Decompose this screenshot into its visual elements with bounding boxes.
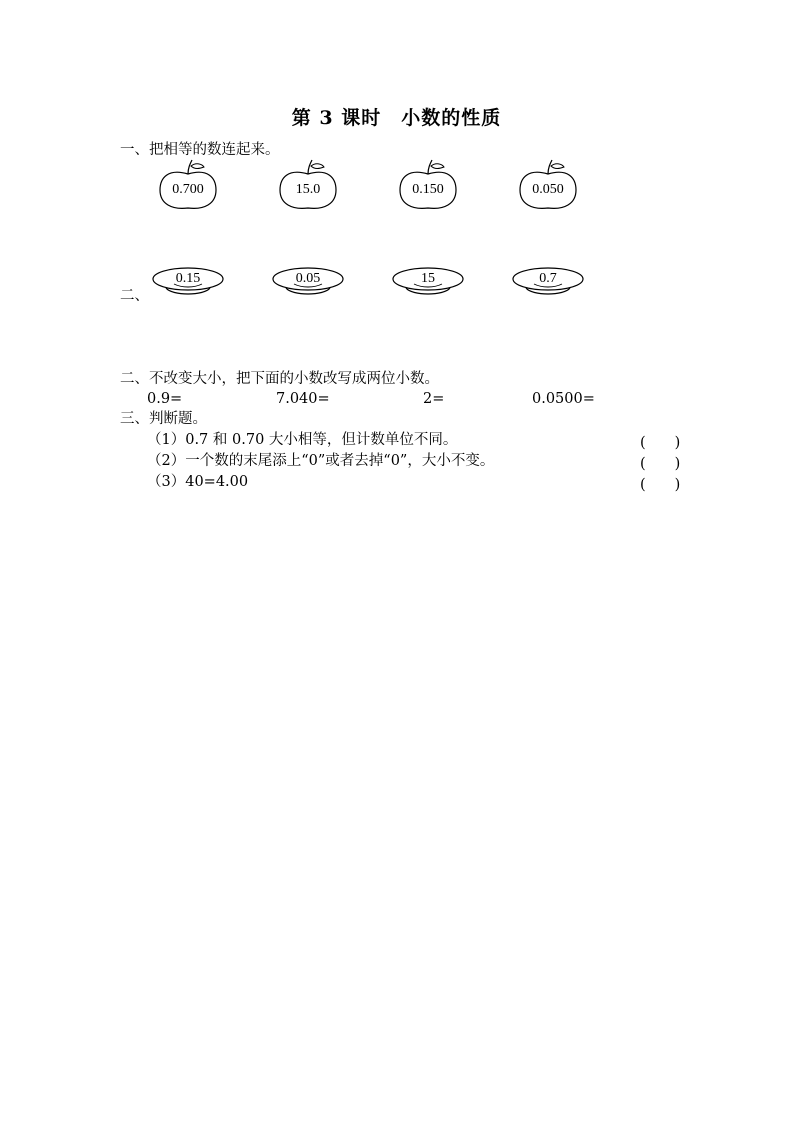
apple-card-3[interactable] [398, 158, 458, 212]
judge-item-3-text: （3）40=4.00 [147, 474, 249, 490]
apple-card-4[interactable] [518, 158, 578, 212]
apple-card-2[interactable] [278, 158, 338, 212]
plate-value: 0.7 [539, 271, 557, 286]
apple-value: 0.700 [172, 182, 204, 197]
apple-value: 15.0 [295, 182, 321, 197]
plate-card-2[interactable] [272, 264, 344, 298]
plate-card-4[interactable] [512, 264, 584, 298]
plate-value: 0.05 [295, 271, 321, 286]
plate-card-3[interactable] [392, 264, 464, 298]
stray-label: 二、 [120, 288, 149, 304]
judge-item-1-text: （1）0.7 和 0.70 大小相等，但计数单位不同。 [147, 432, 458, 448]
judge-item-2-answer[interactable]: ( ) [640, 456, 681, 472]
apple-value: 0.150 [412, 182, 444, 197]
section2-heading: 二、不改变大小，把下面的小数改写成两位小数。 [120, 371, 439, 387]
section1-heading: 一、把相等的数连起来。 [120, 142, 280, 158]
rewrite-item-4[interactable]: 0.0500= [532, 391, 595, 407]
plate-value: 15 [421, 271, 435, 286]
apple-value: 0.050 [532, 182, 564, 197]
plate-card-1[interactable] [152, 264, 224, 298]
judge-item-1-answer[interactable]: ( ) [640, 435, 681, 451]
plate-value: 0.15 [175, 271, 201, 286]
rewrite-item-1[interactable]: 0.9= [147, 391, 183, 407]
rewrite-item-3[interactable]: 2= [423, 391, 445, 407]
apple-card-1[interactable] [158, 158, 218, 212]
judge-item-3-answer[interactable]: ( ) [640, 477, 681, 493]
judge-item-2-text: （2）一个数的末尾添上“0”或者去掉“0”，大小不变。 [147, 453, 495, 469]
page-title: 第 3 课时 小数的性质 [291, 107, 502, 129]
section3-heading: 三、判断题。 [120, 411, 207, 427]
rewrite-item-2[interactable]: 7.040= [276, 391, 330, 407]
